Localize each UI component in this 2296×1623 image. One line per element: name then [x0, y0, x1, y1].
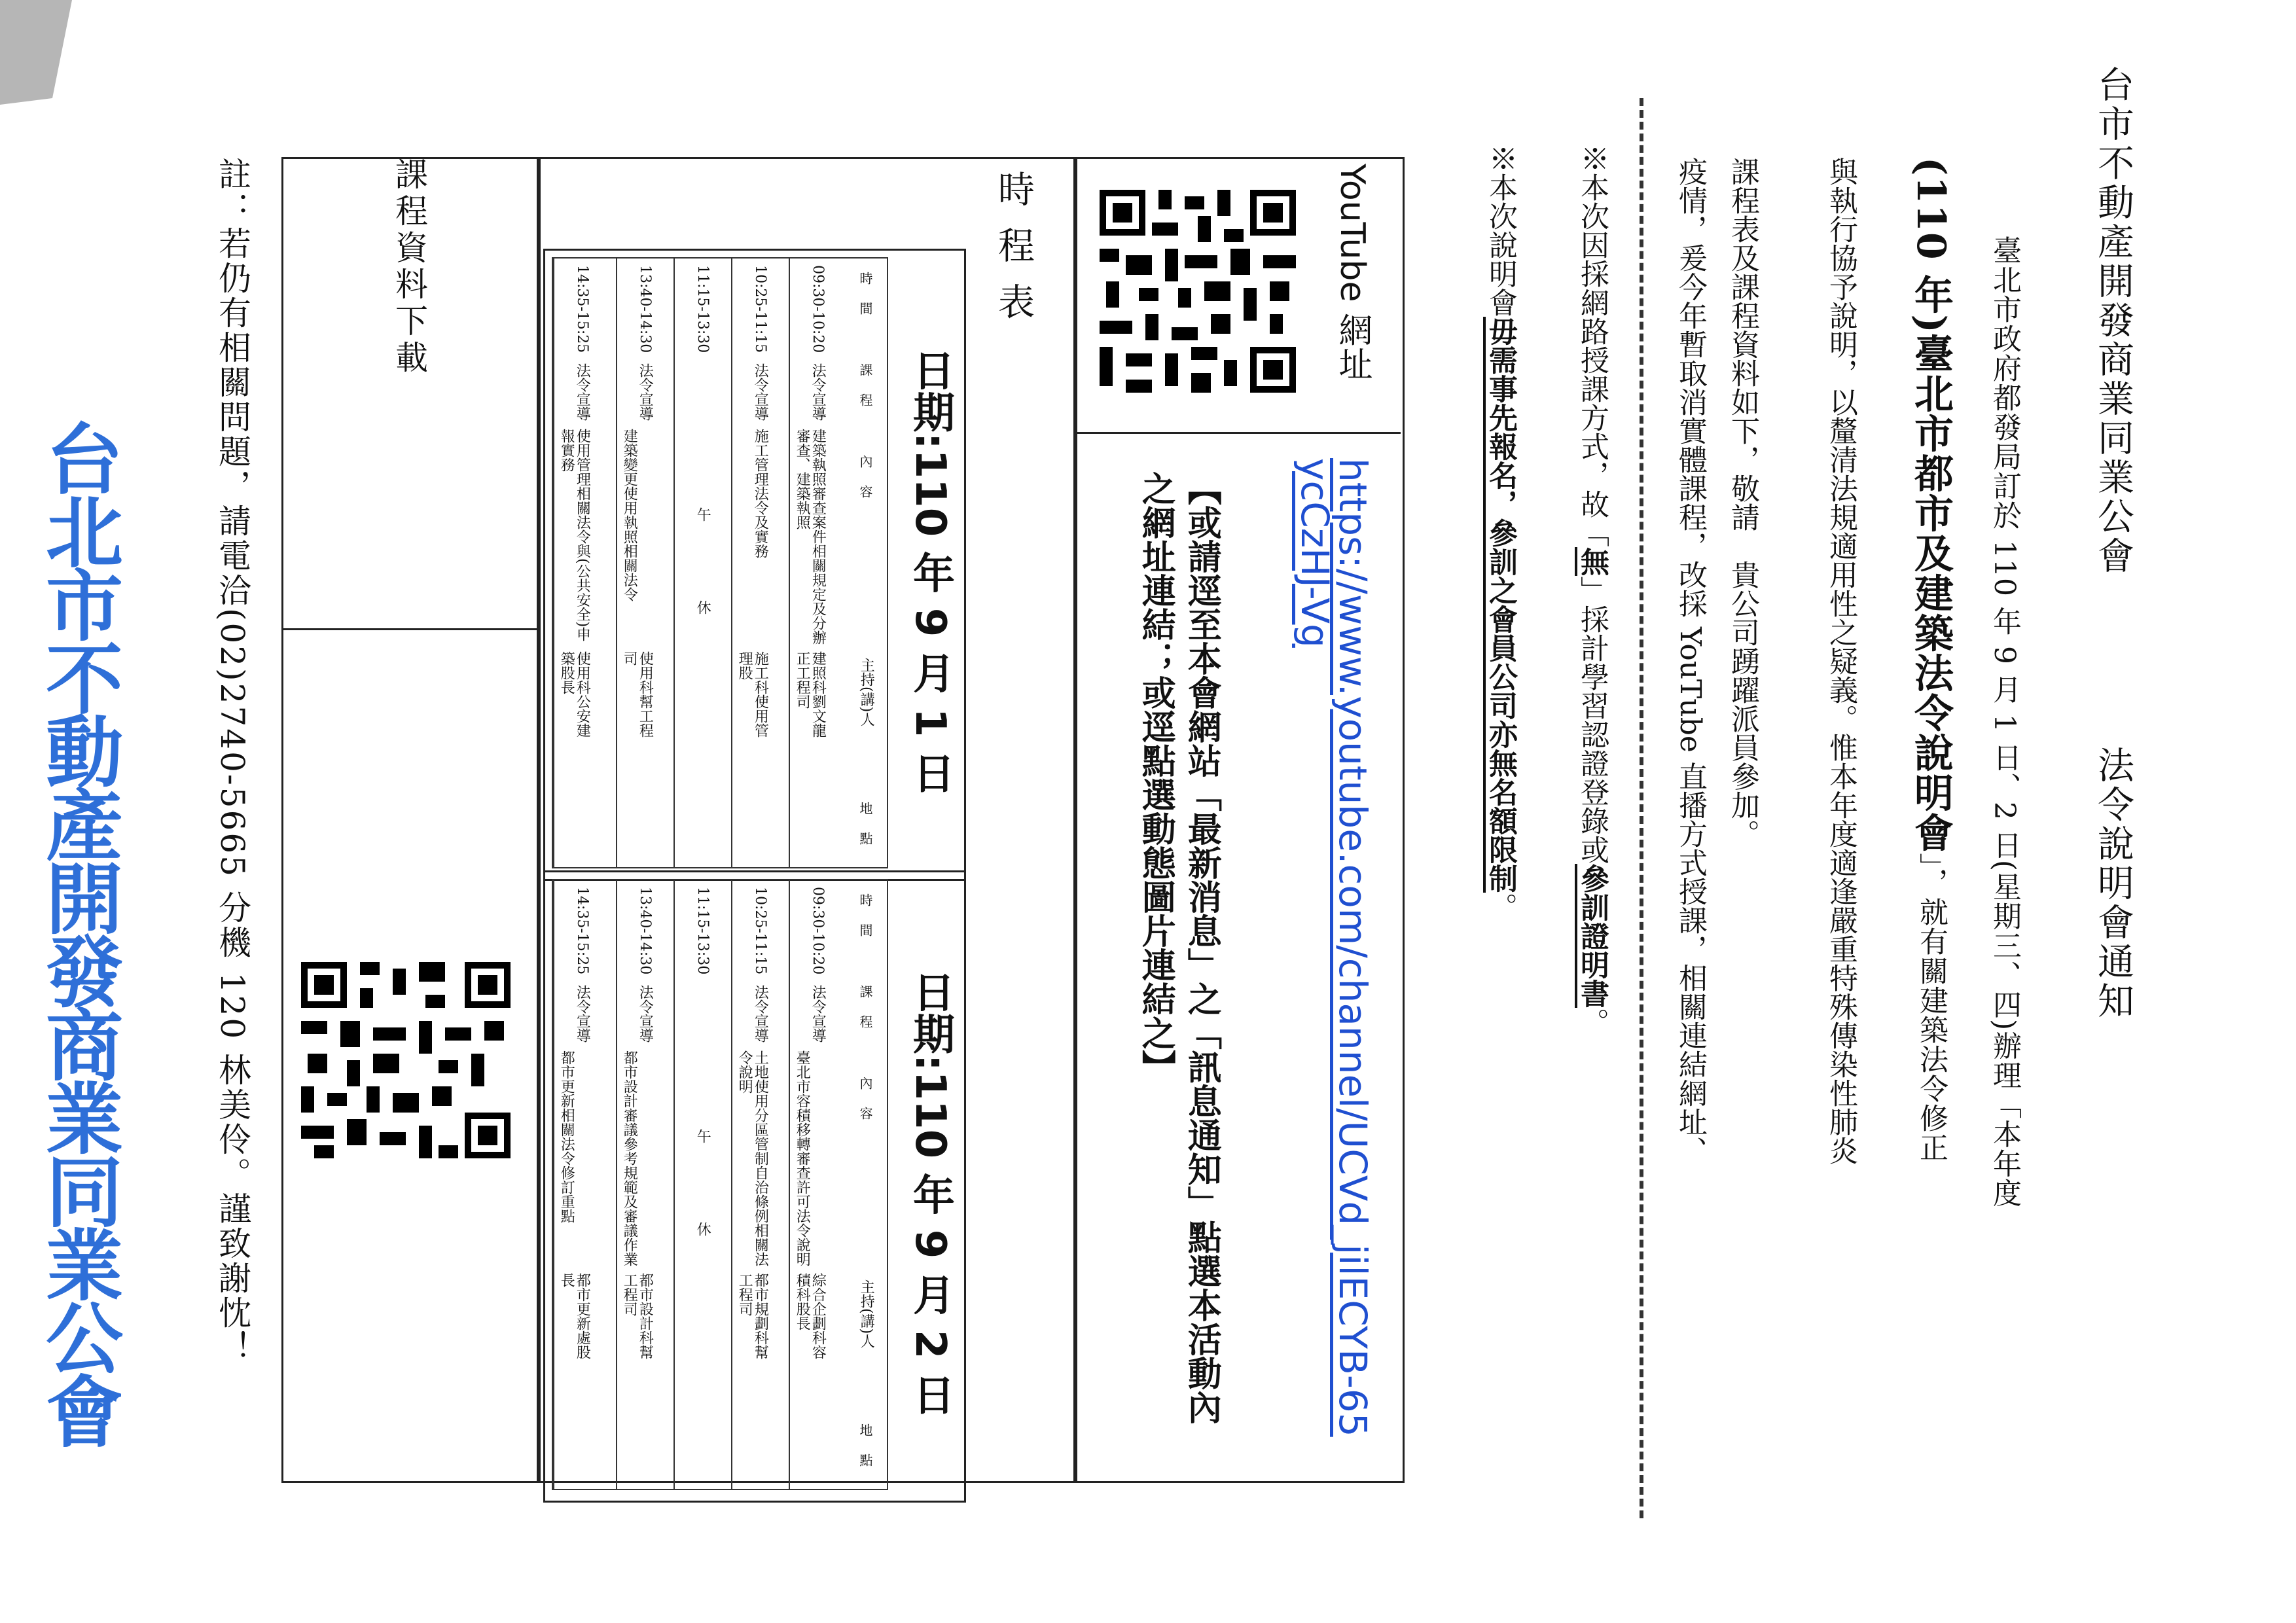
header-speaker: 主持(講)人 — [858, 658, 875, 727]
row-course: 法令宣導 — [637, 985, 654, 1043]
note2-prefix: ※本次說明會 — [1484, 144, 1517, 317]
download-label: 課程資料下載 — [390, 157, 428, 377]
table-row — [731, 259, 790, 867]
row-time: 09:30-10:20 — [810, 887, 827, 975]
row-course: 法令宣導 — [574, 363, 591, 421]
row-course: 法令宣導 — [637, 363, 654, 421]
row-time: 10:25-11:15 — [752, 265, 769, 353]
table-row — [673, 259, 732, 867]
note1-prefix: ※本次因採網路授課方式，故「 — [1575, 144, 1609, 547]
row-course: 法令宣導 — [574, 985, 591, 1043]
body-paragraph-2-rest: 」，就有關建築法令修正 — [1914, 852, 1948, 1162]
row-time: 10:25-11:15 — [752, 887, 769, 975]
header-time: 時間 — [857, 893, 873, 954]
row-course: 法令宣導 — [810, 985, 827, 1043]
download-section-divider — [281, 628, 537, 630]
row-time: 13:40-14:30 — [637, 887, 654, 975]
row-speaker: 都市更新處股長 — [558, 1273, 591, 1359]
day-1-title: 日期:110 年 9 月 1 日 — [906, 349, 954, 794]
table-row — [553, 880, 617, 1489]
association-stamp: 台北市不動產開發商業同業公會 — [33, 419, 123, 1445]
row-course: 法令宣導 — [752, 985, 769, 1043]
row-content: 建築執照審查案件相關規定及分辦審查、建築執照 — [794, 429, 827, 645]
row-speaker: 使用科幫工程司 — [621, 651, 654, 738]
header-content: 內容 — [857, 455, 873, 515]
day-2-title: 日期:110 年 9 月 2 日 — [906, 971, 954, 1416]
table-header-row — [846, 259, 886, 867]
row-content: 都市更新相關法令修訂重點 — [558, 1050, 575, 1223]
table-header-row — [846, 880, 886, 1489]
row-course: 法令宣導 — [810, 363, 827, 421]
row-speaker: 施工科使用管理股 — [736, 651, 769, 738]
row-content: 施工管理法令及實務 — [752, 429, 769, 558]
corner-scan-mark-icon — [0, 0, 79, 105]
schedule-day-1 — [543, 249, 966, 881]
body-paragraph-3: 與執行協予說明，以釐清法規適用性之疑義。惟本年度適逢嚴重特殊傳染性肺炎 — [1824, 157, 1857, 1165]
row-content: 午休 — [694, 1129, 711, 1315]
row-course: 法令宣導 — [752, 363, 769, 421]
header-time: 時間 — [857, 272, 873, 332]
note1-end: 。 — [1575, 1008, 1609, 1037]
row-time: 13:40-14:30 — [637, 265, 654, 353]
day-1-title-wrap — [887, 251, 959, 879]
youtube-label: YouTube 網址 — [1333, 164, 1372, 381]
note-registration — [1486, 144, 1515, 921]
note-certificate — [1575, 144, 1609, 1037]
doc-type: 法令說明會通知 — [2092, 746, 2134, 1021]
note1-certificate: 參訓證明書 — [1575, 864, 1609, 1008]
schedule-label: 時程表 — [992, 170, 1035, 339]
header-location: 地點 — [857, 1423, 873, 1484]
row-content: 使用管理相關法令與(公共安全)申報實務 — [558, 429, 591, 642]
note1-mid: 」採計學習認證登錄或 — [1575, 576, 1609, 864]
row-speaker: 使用科公安建築股長 — [558, 651, 591, 738]
header-content: 內容 — [857, 1077, 873, 1137]
youtube-url-link[interactable]: https://www.youtube.com/channel/UCVd_jilECYB-65ycCzHJ-Vg — [1293, 458, 1375, 1437]
row-speaker: 都市規劃科幫工程司 — [736, 1273, 769, 1359]
note2-end: 。 — [1484, 893, 1517, 921]
event-title: (110 年)臺北市都市及建築法令說明會 — [1908, 157, 1954, 853]
row-speaker: 建照科劉文龍正工程司 — [794, 651, 827, 738]
table-row — [789, 259, 848, 867]
table-row — [616, 880, 675, 1489]
body-paragraph-1: 臺北市政府都發局訂於 110 年 9 月 1 日、2 日(星期三、四)辦理「本年度 — [1988, 236, 2021, 1208]
header-speaker: 主持(講)人 — [858, 1279, 875, 1349]
row-time: 11:15-13:30 — [694, 887, 711, 975]
day-2-table — [552, 879, 888, 1490]
header-course: 課程 — [857, 985, 873, 1045]
table-row — [789, 880, 848, 1489]
table-row — [731, 880, 790, 1489]
row-speaker: 綜合企劃科容積科股長 — [794, 1273, 827, 1359]
body-paragraph-5: 課程表及課程資料如下，敬請 貴公司踴躍派員參加。 — [1726, 157, 1759, 848]
table-row — [673, 880, 732, 1489]
row-content: 土地使用分區管制自治條例相關法令說明 — [736, 1050, 769, 1266]
header-location: 地點 — [857, 802, 873, 862]
footer-contact-note: 註：若仍有相關問題，請電洽(02)2740-5665 分機 120 林美伶。謹致謝忱！ — [213, 157, 251, 1366]
page-title — [2092, 65, 2134, 1021]
row-time: 09:30-10:20 — [810, 265, 827, 353]
row-time: 11:15-13:30 — [694, 265, 711, 353]
table-row — [616, 259, 675, 867]
day-1-table — [552, 257, 888, 868]
youtube-note: 【或請逕至本會網站「最新消息」之「訊息通知」點選本活動內之網址連結；或逕點選動態圖片連結之】 — [1136, 471, 1222, 1424]
row-content: 都市設計審議參考規範及審議作業 — [621, 1050, 638, 1266]
body-paragraph-4: 疫情，爰今年暫取消實體課程，改採 YouTube 直播方式授課，相關連結網址、 — [1674, 157, 1707, 1165]
row-content: 午休 — [694, 507, 711, 693]
org-name: 台市不動產開發商業同業公會 — [2092, 65, 2134, 576]
youtube-section-divider — [1073, 432, 1401, 434]
row-time: 14:35-15:25 — [574, 887, 591, 975]
row-speaker: 都市設計科幫工程司 — [621, 1273, 654, 1359]
body-paragraph-2 — [1908, 157, 1954, 1162]
row-content: 臺北市容積移轉審查許可法令說明 — [794, 1050, 811, 1266]
row-content: 建築變更使用執照相關法令 — [621, 429, 638, 601]
day-2-title-wrap — [887, 872, 959, 1501]
schedule-day-2 — [543, 870, 966, 1503]
download-qr-code-icon[interactable] — [295, 955, 517, 1165]
dashed-divider — [1640, 98, 1643, 1518]
row-time: 14:35-15:25 — [574, 265, 591, 353]
youtube-qr-code-icon[interactable] — [1093, 183, 1302, 399]
note1-none: 無 — [1575, 547, 1609, 576]
table-row — [553, 259, 617, 867]
note2-no-registration: 毋需事先報名，參訓之會員公司亦無名額限制 — [1484, 317, 1517, 893]
header-course: 課程 — [857, 363, 873, 423]
